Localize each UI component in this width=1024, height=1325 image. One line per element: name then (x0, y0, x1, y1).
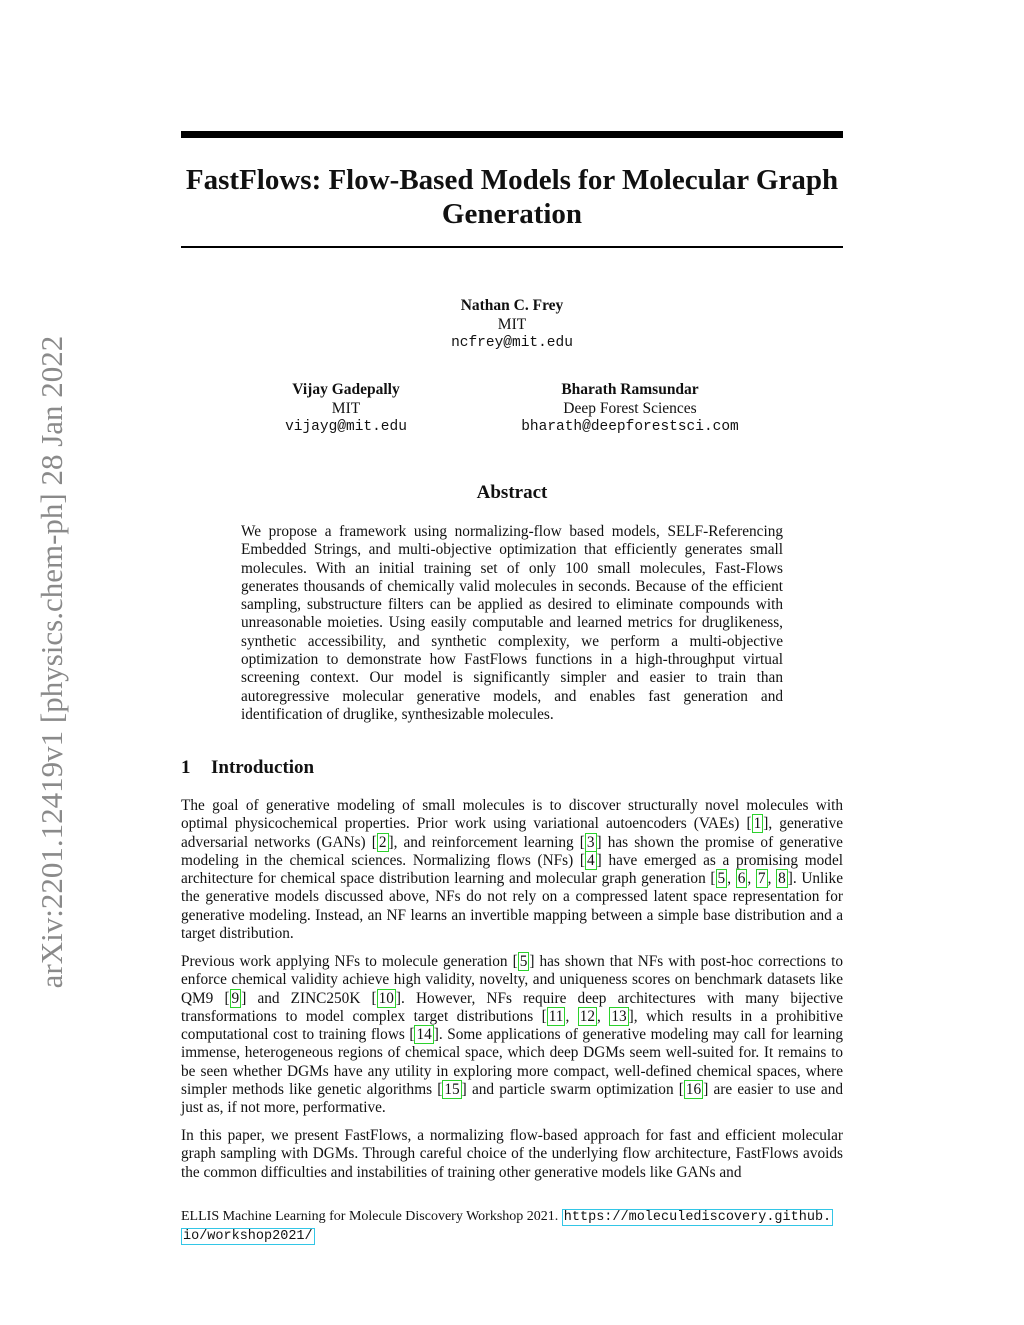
citation-link[interactable]: 11 (548, 1007, 564, 1025)
title-top-rule (181, 131, 843, 138)
citation-link[interactable]: 12 (579, 1007, 596, 1025)
citation-link[interactable]: 8 (778, 870, 786, 888)
author-block-ramsundar (505, 380, 755, 437)
citation-link[interactable]: 2 (378, 833, 387, 851)
author-email[interactable]: bharath@deepforestsci.com (521, 419, 739, 435)
citation-link[interactable]: 10 (378, 989, 394, 1007)
citation-link[interactable]: 5 (519, 953, 528, 970)
citation-link[interactable]: 15 (444, 1081, 460, 1099)
citation-link[interactable]: 6 (737, 870, 746, 888)
author-affiliation: MIT (331, 400, 361, 417)
author-name: Bharath Ramsundar (561, 381, 699, 398)
author-name: Nathan C. Frey (460, 297, 564, 314)
citation-link[interactable]: 4 (587, 851, 595, 869)
author-affiliation: Deep Forest Sciences (563, 400, 697, 417)
author-affiliation: MIT (497, 316, 527, 333)
citation-link[interactable]: 9 (231, 989, 240, 1007)
arxiv-identifier: arXiv:2201.12419v1 [physics.chem-ph] 28 Jan 2022 (34, 335, 69, 989)
footnote (181, 1208, 843, 1246)
author-block-gadepally (246, 380, 446, 437)
citation-link[interactable]: 1 (753, 815, 762, 833)
citation-link[interactable]: 16 (685, 1081, 702, 1099)
paper-title: FastFlows: Flow-Based Models for Molecular Graph Generation (185, 164, 839, 230)
citation-link[interactable]: 13 (611, 1007, 627, 1025)
author-name: Vijay Gadepally (292, 381, 400, 398)
citation-link[interactable]: 3 (586, 833, 595, 851)
citation-link[interactable]: 14 (416, 1026, 432, 1044)
author-email[interactable]: vijayg@mit.edu (285, 419, 407, 435)
citation-link[interactable]: 5 (717, 870, 726, 888)
footnote-text: ELLIS Machine Learning for Molecule Discovery Workshop 2021. (181, 1209, 562, 1224)
workshop-url-link-continued[interactable]: io/workshop2021/ (183, 1229, 313, 1244)
abstract-heading: Abstract (476, 482, 548, 503)
workshop-url-link[interactable]: https://moleculediscovery.github. (563, 1210, 832, 1225)
author-block-frey (412, 296, 612, 353)
abstract-text: We propose a framework using normalizing-flow based models, SELF-Referencing Embedded Strings, and multi-objective optimization that efficiently generates small molecules. With an initial training set of only 100 small molecules, Fast-Flows generates thousands of chemically valid molecules in seconds. Because of the efficient sampling, substructure filters can be applied as desired to eliminate compounds with unreasonable moieties. Using easily computable and learned metrics for druglikeness, synthetic accessibility, and synthetic complexity, we perform a multi-objective optimization to demonstrate how FastFlows functions in a high-throughput virtual screening context. Our model is significantly simpler and easier to train than autoregressive molecular generative models, and enables fast generation and identification of druglike, synthesizable molecules. (241, 523, 783, 723)
section-title: Introduction (211, 757, 315, 778)
title-bottom-rule (181, 246, 843, 248)
intro-paragraph-3: In this paper, we present FastFlows, a normalizing flow-based approach for fast and efficient molecular graph sampling with DGMs. Through careful choice of the underlying flow architecture, FastFlows avoids the common difficulties and instabilities of training other generative models like GANs and (181, 1127, 843, 1181)
citation-link[interactable]: 7 (757, 870, 766, 888)
intro-paragraph-1: The goal of generative modeling of small molecules is to discover structurally novel molecules with optimal physicochemical properties. Prior work using variational autoencoders (VAEs) [ 1 ], generative adversarial networks (GANs) [ 2 ], and reinforcement learning [ 3 ] has shown the promise of generative modeling in the chemical sciences. Normalizing flows (NFs) [ 4 ] have emerged as a promising model architecture for chemical space distribution learning and molecular graph generation [ 5 , 6 , 7 , 8 ]. Unlike the generative models discussed above, NFs do not rely on a compressed latent space representation for generative modeling. Instead, an NF learns an invertible mapping between a simple base distribution and a target distribution. (181, 797, 843, 943)
author-email[interactable]: ncfrey@mit.edu (451, 335, 573, 351)
intro-paragraph-2: Previous work applying NFs to molecule generation [ 5 ] has shown that NFs with post-hoc corrections to enforce chemical validity achieve high validity, novelty, and uniqueness scores on benchmark datasets like QM9 [ 9 ] and ZINC250K [ 10 ]. However, NFs require deep architectures with many bijective transformations to model complex target distributions [ 11 , 12 , 13 ], which results in a prohibitive computational cost to training flows [ 14 ]. Some applications of generative modeling may call for learning immense, heterogeneous regions of chemical space, which deep DGMs seem well-suited for. It remains to be seen whether DGMs have any utility in exploring more compact, well-defined chemical spaces, where simpler methods like genetic algorithms [ 15 ] and particle swarm optimization [ 16 ] are easier to use and just as, if not more, performative. (181, 953, 844, 1117)
section-heading-introduction (181, 757, 314, 779)
section-number: 1 (181, 757, 191, 778)
